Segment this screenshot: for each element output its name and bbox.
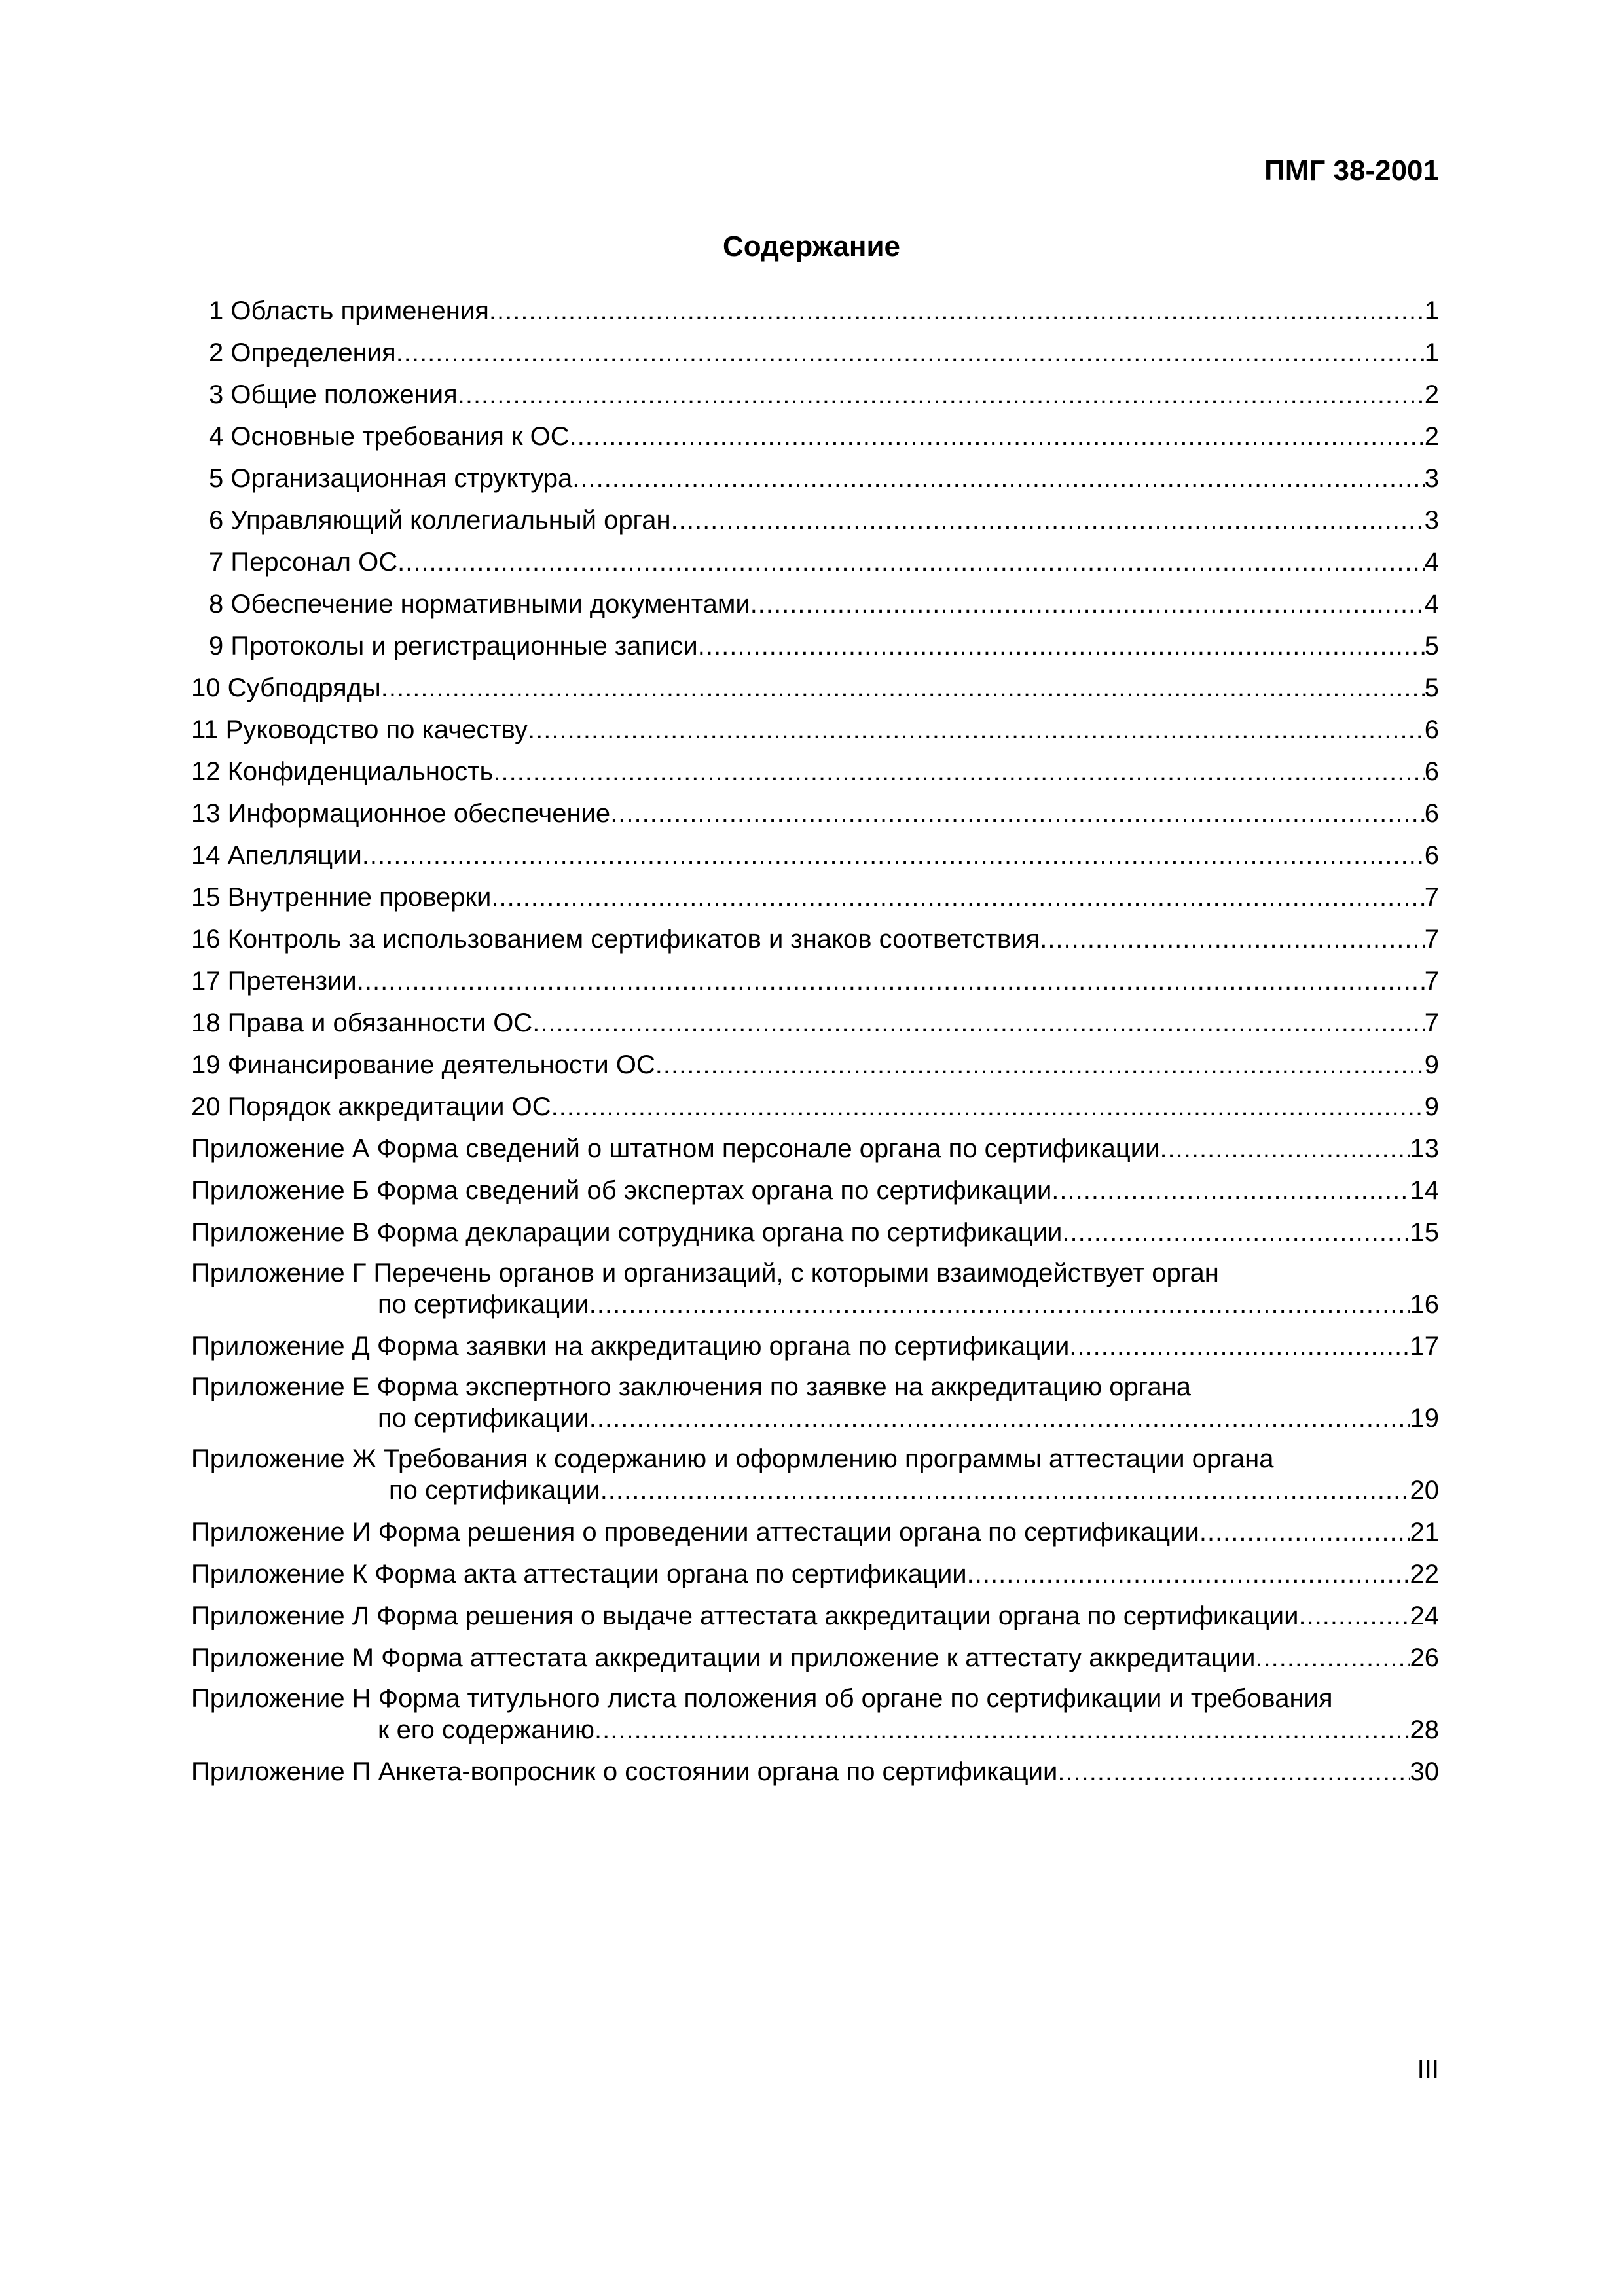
toc-entry-label: Приложение К Форма акта аттестации органа по сертификации — [191, 1560, 967, 1588]
table-of-contents — [191, 295, 1439, 1797]
dot-leader — [397, 546, 1425, 579]
dot-leader — [528, 713, 1425, 746]
toc-entry-label: Приложение П Анкета-вопросник о состоянии органа по сертификации — [191, 1757, 1058, 1786]
toc-entry-label: Приложение Г Перечень органов и организаций, с которыми взаимодействует орган — [191, 1259, 1219, 1287]
toc-entry-label: 13 Информационное обеспечение — [191, 799, 611, 828]
toc-entry-label: 1 Область применения — [209, 296, 489, 325]
toc-entry-label: 3 Общие положения — [209, 380, 458, 409]
dot-leader — [493, 755, 1424, 788]
toc-entry-page: 4 — [1424, 548, 1439, 577]
dot-leader — [572, 462, 1424, 495]
toc-entry-section-4[interactable] — [191, 420, 1439, 453]
toc-entry-appendix-l[interactable] — [191, 1600, 1439, 1632]
toc-entry-label: 20 Порядок аккредитации ОС — [191, 1092, 551, 1121]
toc-entry-label: 6 Управляющий коллегиальный орган — [209, 506, 671, 535]
dot-leader — [491, 881, 1424, 914]
dot-leader — [594, 1713, 1410, 1746]
toc-entry-page: 21 — [1410, 1518, 1439, 1547]
toc-entry-label: 7 Персонал ОС — [209, 548, 398, 577]
toc-entry-label: Приложение И Форма решения о проведении аттестации органа по сертификации — [191, 1518, 1199, 1547]
toc-entry-page: 16 — [1410, 1290, 1439, 1319]
toc-entry-section-9[interactable] — [191, 630, 1439, 662]
toc-entry-appendix-k[interactable] — [191, 1558, 1439, 1590]
toc-entry-label: Приложение Л Форма решения о выдаче аттестата аккредитации органа по сертификации — [191, 1602, 1299, 1630]
toc-entry-section-20[interactable] — [191, 1090, 1439, 1123]
toc-entry-section-13[interactable] — [191, 797, 1439, 830]
toc-entry-section-3[interactable] — [191, 378, 1439, 411]
dot-leader — [655, 1049, 1425, 1081]
dot-leader — [396, 336, 1425, 369]
dot-leader — [1199, 1516, 1410, 1549]
toc-entry-appendix-g[interactable] — [191, 1258, 1439, 1321]
toc-entry-label: 16 Контроль за использованием сертификатов и знаков соответствия — [191, 925, 1040, 954]
dot-leader — [1159, 1132, 1410, 1165]
toc-entry-page: 22 — [1410, 1560, 1439, 1588]
dot-leader — [357, 965, 1425, 997]
toc-entry-page: 6 — [1424, 841, 1439, 870]
toc-entry-appendix-zh[interactable] — [191, 1444, 1439, 1507]
toc-entry-page: 7 — [1424, 925, 1439, 954]
toc-entry-label: Приложение В Форма декларации сотрудника органа по сертификации — [191, 1218, 1063, 1247]
toc-entry-page: 7 — [1424, 967, 1439, 996]
dot-leader — [600, 1474, 1410, 1507]
dot-leader — [489, 295, 1425, 327]
toc-entry-label: 11 Руководство по качеству — [191, 715, 528, 744]
dot-leader — [750, 588, 1425, 620]
toc-entry-page: 17 — [1410, 1332, 1439, 1361]
toc-entry-appendix-e[interactable] — [191, 1372, 1439, 1435]
toc-entry-label: Приложение М Форма аттестата аккредитации и приложение к аттестату аккредитации — [191, 1643, 1256, 1672]
toc-entry-section-2[interactable] — [191, 336, 1439, 369]
toc-entry-label: 15 Внутренние проверки — [191, 883, 492, 912]
toc-entry-page: 2 — [1424, 380, 1439, 409]
toc-entry-page: 30 — [1410, 1757, 1439, 1786]
toc-entry-appendix-a[interactable] — [191, 1132, 1439, 1165]
toc-entry-page: 6 — [1424, 757, 1439, 786]
toc-entry-label: Приложение Н Форма титульного листа положения об органе по сертификации и требования — [191, 1684, 1333, 1713]
toc-entry-appendix-p[interactable] — [191, 1755, 1439, 1788]
toc-entry-section-17[interactable] — [191, 965, 1439, 997]
toc-entry-page: 6 — [1424, 715, 1439, 744]
toc-entry-page: 1 — [1424, 296, 1439, 325]
toc-entry-appendix-v[interactable] — [191, 1216, 1439, 1249]
toc-entry-page: 7 — [1424, 1009, 1439, 1037]
toc-entry-appendix-d[interactable] — [191, 1330, 1439, 1363]
toc-entry-page: 9 — [1424, 1050, 1439, 1079]
dot-leader — [1057, 1755, 1410, 1788]
dot-leader — [589, 1288, 1410, 1321]
dot-leader — [1298, 1600, 1410, 1632]
toc-entry-section-16[interactable] — [191, 923, 1439, 956]
toc-entry-page: 1 — [1424, 338, 1439, 367]
dot-leader — [1255, 1641, 1410, 1674]
toc-entry-page: 6 — [1424, 799, 1439, 828]
toc-entry-section-5[interactable] — [191, 462, 1439, 495]
toc-entry-page: 24 — [1410, 1602, 1439, 1630]
toc-entry-section-10[interactable] — [191, 672, 1439, 704]
toc-entry-section-1[interactable] — [191, 295, 1439, 327]
toc-entry-appendix-i[interactable] — [191, 1516, 1439, 1549]
toc-entry-section-6[interactable] — [191, 504, 1439, 537]
toc-entry-page: 26 — [1410, 1643, 1439, 1672]
document-code: ПМГ 38-2001 — [1264, 154, 1439, 187]
toc-entry-label: 10 Субподряды — [191, 673, 381, 702]
toc-entry-section-15[interactable] — [191, 881, 1439, 914]
toc-entry-page: 5 — [1424, 673, 1439, 702]
toc-entry-label-continued: по сертификации — [378, 1290, 589, 1319]
toc-entry-label: Приложение Ж Требования к содержанию и оформлению программы аттестации органа — [191, 1444, 1274, 1473]
toc-entry-section-18[interactable] — [191, 1007, 1439, 1039]
toc-entry-label: Приложение Д Форма заявки на аккредитацию органа по сертификации — [191, 1332, 1070, 1361]
toc-entry-appendix-b[interactable] — [191, 1174, 1439, 1207]
dot-leader — [1051, 1174, 1410, 1207]
toc-entry-page: 7 — [1424, 883, 1439, 912]
dot-leader — [1040, 923, 1425, 956]
toc-entry-label: 19 Финансирование деятельности ОС — [191, 1050, 655, 1079]
toc-entry-label-continued: к его содержанию — [378, 1715, 595, 1744]
dot-leader — [610, 797, 1425, 830]
toc-entry-page: 28 — [1410, 1715, 1439, 1744]
toc-entry-appendix-m[interactable] — [191, 1641, 1439, 1674]
toc-entry-section-14[interactable] — [191, 839, 1439, 872]
toc-entry-label: 8 Обеспечение нормативными документами — [209, 590, 750, 619]
toc-entry-section-7[interactable] — [191, 546, 1439, 579]
toc-entry-page: 14 — [1410, 1176, 1439, 1205]
toc-entry-label: 14 Апелляции — [191, 841, 362, 870]
page-number: III — [1417, 2055, 1439, 2084]
toc-entry-page: 9 — [1424, 1092, 1439, 1121]
toc-entry-label-continued: по сертификации — [378, 1404, 589, 1433]
dot-leader — [362, 839, 1425, 872]
toc-entry-section-11[interactable] — [191, 713, 1439, 746]
dot-leader — [967, 1558, 1410, 1590]
toc-entry-page: 3 — [1424, 464, 1439, 493]
toc-entry-page: 3 — [1424, 506, 1439, 535]
toc-entry-section-12[interactable] — [191, 755, 1439, 788]
dot-leader — [671, 504, 1425, 537]
toc-entry-label: 2 Определения — [209, 338, 396, 367]
dot-leader — [570, 420, 1425, 453]
toc-entry-label: Приложение Б Форма сведений об экспертах органа по сертификации — [191, 1176, 1052, 1205]
toc-entry-page: 2 — [1424, 422, 1439, 451]
toc-title: Содержание — [722, 230, 901, 262]
dot-leader — [1062, 1216, 1410, 1249]
toc-entry-label: Приложение А Форма сведений о штатном персонале органа по сертификации — [191, 1134, 1160, 1163]
dot-leader — [458, 378, 1425, 411]
toc-entry-label: Приложение Е Форма экспертного заключения по заявке на аккредитацию органа — [191, 1372, 1192, 1401]
toc-entry-section-19[interactable] — [191, 1049, 1439, 1081]
toc-entry-section-8[interactable] — [191, 588, 1439, 620]
toc-entry-page: 20 — [1410, 1476, 1439, 1505]
dot-leader — [698, 630, 1425, 662]
dot-leader — [381, 672, 1425, 704]
toc-entry-label: 4 Основные требования к ОС — [209, 422, 570, 451]
dot-leader — [532, 1007, 1425, 1039]
toc-entry-label: 9 Протоколы и регистрационные записи — [209, 632, 698, 660]
toc-entry-page: 19 — [1410, 1404, 1439, 1433]
toc-entry-page: 15 — [1410, 1218, 1439, 1247]
toc-entry-label: 12 Конфиденциальность — [191, 757, 494, 786]
toc-entry-label: 17 Претензии — [191, 967, 357, 996]
toc-entry-label-continued: по сертификации — [389, 1476, 600, 1505]
toc-entry-label: 18 Права и обязанности ОС — [191, 1009, 533, 1037]
toc-entry-page: 5 — [1424, 632, 1439, 660]
toc-entry-page: 13 — [1410, 1134, 1439, 1163]
dot-leader — [589, 1402, 1410, 1435]
dot-leader — [551, 1090, 1425, 1123]
dot-leader — [1069, 1330, 1410, 1363]
toc-entry-page: 4 — [1424, 590, 1439, 619]
toc-entry-label: 5 Организационная структура — [209, 464, 573, 493]
toc-entry-appendix-n[interactable] — [191, 1683, 1439, 1746]
